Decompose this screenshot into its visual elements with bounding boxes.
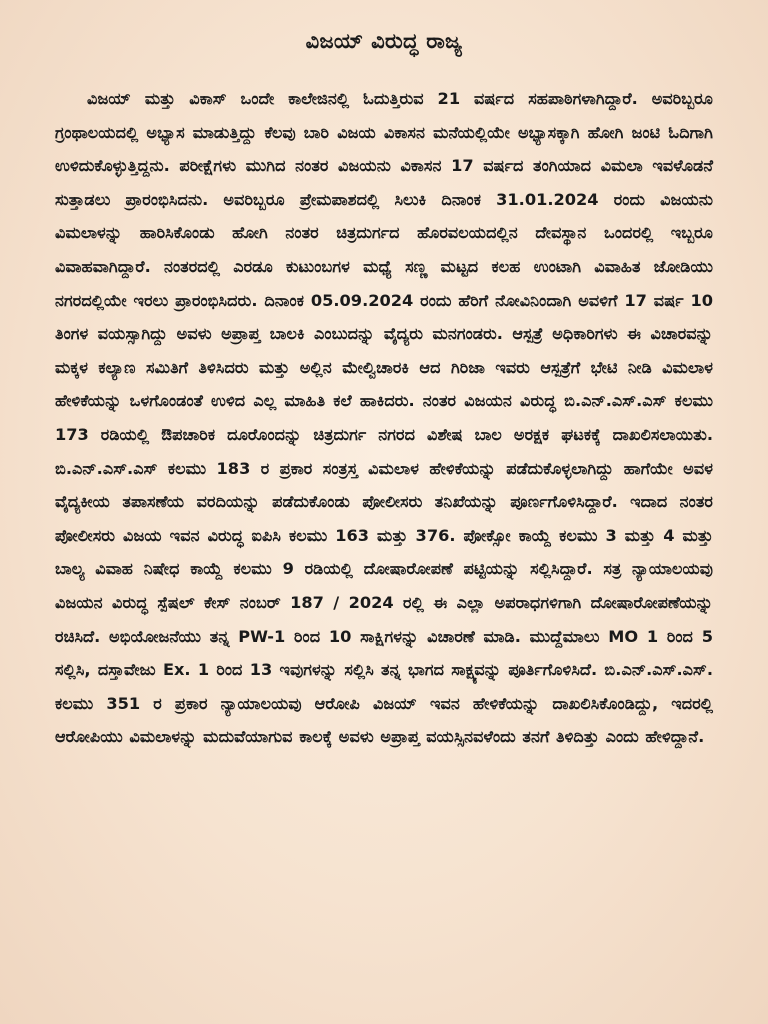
document-paragraph: ವಿಜಯ್ ಮತ್ತು ವಿಕಾಸ್ ಒಂದೇ ಕಾಲೇಜಿನಲ್ಲಿ ಓದುತ್ತಿರುವ 21 ವರ್ಷದ ಸಹಪಾಠಿಗಳಾಗಿದ್ದಾರೆ. ಅವರಿಬ್ಬರೂ ಗ್ರಂಥಾಲಯದಲ್ಲಿ ಅಭ್ಯಾಸ ಮಾಡುತ್ತಿದ್ದು ಕೆಲವು ಬಾರಿ ವಿಜಯ ವಿಕಾಸನ ಮನೆಯಲ್ಲಿಯೇ ಅಭ್ಯಾಸಕ್ಕಾಗಿ ಹೋಗಿ ಜಂಟಿ ಓದಿಗಾಗಿ ಉಳಿದುಕೊಳ್ಳುತ್ತಿದ್ದನು. ಪರೀಕ್ಷೆಗಳು ಮುಗಿದ ನಂತರ ವಿಜಯನು ವಿಕಾಸನ 17 ವರ್ಷದ ತಂಗಿಯಾದ ವಿಮಲಾ ಇವಳೊಡನೆ ಸುತ್ತಾಡಲು ಪ್ರಾರಂಭಿಸಿದನು. ಅವರಿಬ್ಬರೂ ಪ್ರೇಮಪಾಶದಲ್ಲಿ ಸಿಲುಕಿ ದಿನಾಂಕ 31.01.2024 ರಂದು ವಿಜಯನು ವಿಮಲಾಳನ್ನು ಹಾರಿಸಿಕೊಂಡು ಹೋಗಿ ನಂತರ ಚಿತ್ರದುರ್ಗದ ಹೊರವಲಯದಲ್ಲಿನ ದೇವಸ್ಥಾನ ಒಂದರಲ್ಲಿ ಇಬ್ಬರೂ ವಿವಾಹವಾಗಿದ್ದಾರೆ. ನಂತರದಲ್ಲಿ ಎರಡೂ ಕುಟುಂಬಗಳ ಮಧ್ಯೆ ಸಣ್ಣ ಮಟ್ಟದ ಕಲಹ ಉಂಟಾಗಿ ವಿವಾಹಿತ ಜೋಡಿಯು ನಗರದಲ್ಲಿಯೇ ಇರಲು ಪ್ರಾರಂಭಿಸಿದರು. ದಿನಾಂಕ 05.09.2024 ರಂದು ಹೆರಿಗೆ ನೋವಿನಿಂದಾಗಿ ಅವಳಿಗೆ 17 ವರ್ಷ 10 ತಿಂಗಳ ವಯಸ್ಸಾಗಿದ್ದು ಅವಳು ಅಪ್ರಾಪ್ತ ಬಾಲಕಿ ಎಂಬುದನ್ನು ವೈದ್ಯರು ಮನಗಂಡರು. ಆಸ್ಪತ್ರೆ ಅಧಿಕಾರಿಗಳು ಈ ವಿಚಾರವನ್ನು ಮಕ್ಕಳ ಕಲ್ಯಾಣ ಸಮಿತಿಗೆ ತಿಳಿಸಿದರು ಮತ್ತು ಅಲ್ಲಿನ ಮೇಲ್ವಿಚಾರಕಿ ಆದ ಗಿರಿಜಾ ಇವರು ಆಸ್ಪತ್ರೆಗೆ ಭೇಟಿ ನೀಡಿ ವಿಮಲಾಳ ಹೇಳಿಕೆಯನ್ನು ಒಳಗೊಂಡಂತೆ ಉಳಿದ ಎಲ್ಲ ಮಾಹಿತಿ ಕಲೆ ಹಾಕಿದರು. ನಂತರ ವಿಜಯನ ವಿರುದ್ಧ ಬಿ.ಎನ್.ಎಸ್.ಎಸ್ ಕಲಮು 173 ರಡಿಯಲ್ಲಿ ಔಪಚಾರಿಕ ದೂರೊಂದನ್ನು ಚಿತ್ರದುರ್ಗ ನಗರದ ವಿಶೇಷ ಬಾಲ ಅರಕ್ಷಕ ಘಟಕಕ್ಕೆ ದಾಖಲಿಸಲಾಯಿತು. ಬಿ.ಎನ್.ಎಸ್.ಎಸ್ ಕಲಮು 183 ರ ಪ್ರಕಾರ ಸಂತ್ರಸ್ತ ವಿಮಲಾಳ ಹೇಳಿಕೆಯನ್ನು ಪಡೆದುಕೊಳ್ಳಲಾಗಿದ್ದು ಹಾಗೆಯೇ ಅವಳ ವೈದ್ಯಕೀಯ ತಪಾಸಣೆಯ ವರದಿಯನ್ನು ಪಡೆದುಕೊಂಡು ಪೋಲೀಸರು ತನಿಖೆಯನ್ನು ಪೂರ್ಣಗೊಳಿಸಿದ್ದಾರೆ. ಇದಾದ ನಂತರ ಪೋಲೀಸರು ವಿಜಯ ಇವನ ವಿರುದ್ಧ ಐಪಿಸಿ ಕಲಮು 163 ಮತ್ತು 376. ಪೋಕ್ಸೋ ಕಾಯ್ದೆ ಕಲಮು 3 ಮತ್ತು 4 ಮತ್ತು ಬಾಲ್ಯ ವಿವಾಹ ನಿಷೇಧ ಕಾಯ್ದೆ ಕಲಮು 9 ರಡಿಯಲ್ಲಿ ದೋಷಾರೋಪಣೆ ಪಟ್ಟಿಯನ್ನು ಸಲ್ಲಿಸಿದ್ದಾರೆ. ಸತ್ರ ನ್ಯಾಯಾಲಯವು ವಿಜಯನ ವಿರುದ್ಧ ಸ್ಪೆಷಲ್ ಕೇಸ್ ನಂಬರ್ 187 / 2024 ರಲ್ಲಿ ಈ ಎಲ್ಲಾ ಅಪರಾಧಗಳಿಗಾಗಿ ದೋಷಾರೋಪಣೆಯನ್ನು ರಚಿಸಿದೆ. ಅಭಿಯೋಜನೆಯು ತನ್ನ PW-1 ರಿಂದ 10 ಸಾಕ್ಷಿಗಳನ್ನು ವಿಚಾರಣೆ ಮಾಡಿ. ಮುದ್ದೆಮಾಲು MO 1 ರಿಂದ 5 ಸಲ್ಲಿಸಿ, ದಸ್ತಾವೇಜು Ex. 1 ರಿಂದ 13 ಇವುಗಳನ್ನು ಸಲ್ಲಿಸಿ ತನ್ನ ಭಾಗದ ಸಾಕ್ಷ್ಯವನ್ನು ಪೂರ್ತಿಗೊಳಿಸಿದೆ. ಬಿ.ಎನ್.ಎಸ್.ಎಸ್. ಕಲಮು 351 ರ ಪ್ರಕಾರ ನ್ಯಾಯಾಲಯವು ಆರೋಪಿ ವಿಜಯ್ ಇವನ ಹೇಳಿಕೆಯನ್ನು ದಾಖಲಿಸಿಕೊಂಡಿದ್ದು, ಇದರಲ್ಲಿ ಆರೋಪಿಯು ವಿಮಲಾಳನ್ನು ಮದುವೆಯಾಗುವ ಕಾಲಕ್ಕೆ ಅವಳು ಅಪ್ರಾಪ್ತ ವಯಸ್ಸಿನವಳೆಂದು ತನಗೆ ತಿಳಿದಿತ್ತು ಎಂದು ಹೇಳಿದ್ದಾನೆ. bbox=[55, 89, 713, 747]
document-title: ವಿಜಯ್ ವಿರುದ್ಧ ರಾಜ್ಯ bbox=[305, 29, 463, 53]
